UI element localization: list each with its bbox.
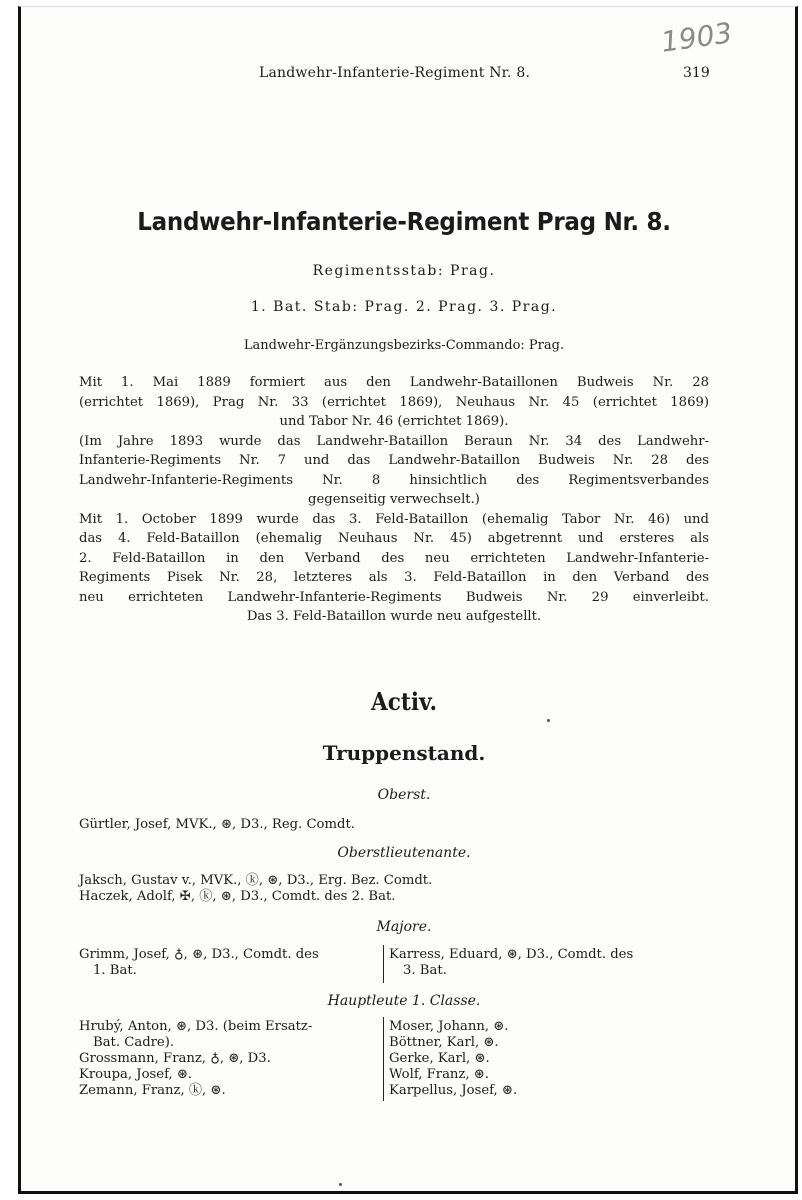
print-speck [547,719,550,722]
rank-majore-heading: Majore. [376,919,432,935]
roster-entry: Grossmann, Franz, ♁, ⊛, D3. [79,1051,271,1066]
roster-entry: Hrubý, Anton, ⊛, D3. (beim Ersatz- [79,1019,313,1034]
history-line: (errichtet 1869), Prag Nr. 33 (errichtet 1869), Neuhaus Nr. 45 (errichtet 1869) [79,394,709,410]
print-speck [339,1183,342,1186]
rank-oberstleutnante-heading: Oberstlieutenante. [337,845,471,861]
ergaenzung-line: Landwehr-Ergänzungsbezirks-Commando: Prag. [243,338,565,353]
roster-entry: Gürtler, Josef, MVK., ⊛, D3., Reg. Comdt. [79,817,355,832]
handwritten-year-note: 1903 [659,16,735,59]
history-line: Regiments Pisek Nr. 28, letzteres als 3. Feld-Bataillon in den Verband des [79,570,709,585]
history-block [79,373,709,627]
battalions-line: 1. Bat. Stab: Prag. 2. Prag. 3. Prag. [250,299,558,315]
roster-entry: Wolf, Franz, ⊛. [389,1067,489,1082]
running-head: Landwehr-Infanterie-Regiment Nr. 8. [259,65,531,81]
roster-entry-continuation: 1. Bat. [93,963,137,978]
roster-entry-continuation: 3. Bat. [403,963,447,978]
history-line: Mit 1. Mai 1889 formiert aus den Landwehr-Bataillonen Budweis Nr. 28 [79,375,709,390]
history-line: das 4. Feld-Bataillon (ehemalig Neuhaus Nr. 45) abgetrennt und ersteres als [79,531,709,546]
history-line: 2. Feld-Bataillon in den Verband des neu errichteten Landwehr-Infanterie- [79,550,709,566]
page-number: 319 [683,65,710,81]
roster-entry: Grimm, Josef, ♁, ⊛, D3., Comdt. des [79,947,319,962]
roster-entry: Haczek, Adolf, ✠, ⓚ, ⊛, D3., Comdt. des 2. Bat. [79,889,396,904]
roster-entry: Karpellus, Josef, ⊛. [389,1083,518,1098]
roster-entry: Kroupa, Josef, ⊛. [79,1067,193,1082]
column-divider [383,945,384,983]
history-line: und Tabor Nr. 46 (errichtet 1869). [279,414,509,429]
section-truppenstand-heading: Truppenstand. [322,741,486,765]
roster-entry-continuation: Bat. Cadre). [93,1035,175,1050]
roster-entry: Jaksch, Gustav v., MVK., ⓚ, ⊛, D3., Erg. Bez. Comdt. [79,873,433,888]
roster-entry: Gerke, Karl, ⊛. [389,1051,490,1066]
history-line: Landwehr-Infanterie-Regiments Nr. 8 hinsichtlich des Regimentsverbandes [79,472,709,488]
roster-entry: Böttner, Karl, ⊛. [389,1035,499,1050]
page-title: Landwehr-Infanterie-Regiment Prag Nr. 8. [137,207,671,236]
column-divider [383,1017,384,1101]
section-activ-heading: Activ. [370,687,437,716]
history-line: gegenseitig verwechselt.) [308,492,480,507]
roster-entry: Zemann, Franz, ⓚ, ⊛. [79,1083,226,1098]
history-line: (Im Jahre 1893 wurde das Landwehr-Bataillon Beraun Nr. 34 des Landwehr- [79,433,709,449]
history-line: Das 3. Feld-Bataillon wurde neu aufgestellt. [246,609,542,624]
history-line: Mit 1. October 1899 wurde das 3. Feld-Bataillon (ehemalig Tabor Nr. 46) und [79,511,709,527]
roster-entry: Karress, Eduard, ⊛, D3., Comdt. des [389,947,634,962]
document-page [18,6,798,1194]
regimentsstab-line: Regimentsstab: Prag. [312,263,496,279]
history-line: Infanterie-Regiments Nr. 7 und das Landwehr-Bataillon Budweis Nr. 28 des [79,453,709,468]
roster-entry: Moser, Johann, ⊛. [389,1019,509,1034]
history-line: neu errichteten Landwehr-Infanterie-Regiments Budweis Nr. 29 einverleibt. [79,589,709,605]
rank-hauptleute-heading: Hauptleute 1. Classe. [327,993,481,1009]
rank-oberst-heading: Oberst. [377,787,431,803]
